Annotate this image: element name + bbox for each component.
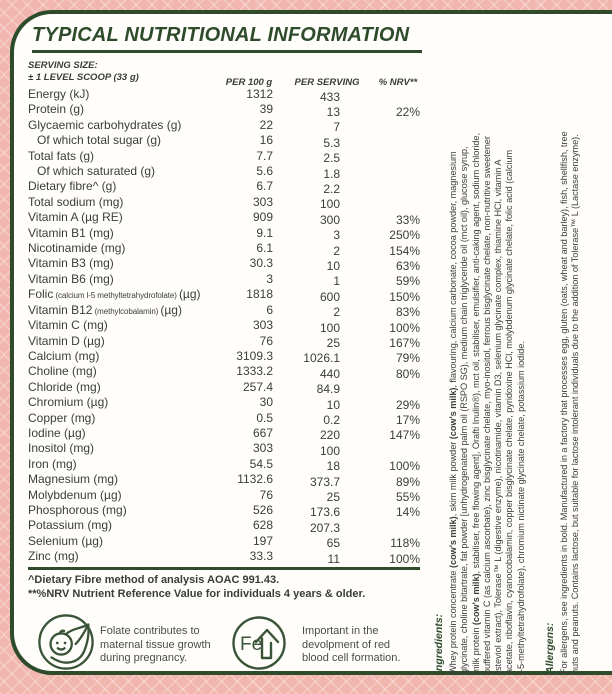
nutrient-label: Folic (calcium l-5 methyltetrahydrofolate) (µg) [28, 287, 201, 302]
column-header-per-serving: PER SERVING [294, 77, 360, 88]
value-per-100g: 9.1 [256, 225, 273, 240]
nutrient-label: Selenium (µg) [28, 533, 103, 548]
table-row [28, 87, 420, 102]
nutrient-label: Protein (g) [28, 102, 85, 117]
nutrient-label: Vitamin B3 (mg) [28, 256, 114, 271]
nutrient-label: Copper (mg) [28, 410, 96, 425]
nutrient-label: Iodine (µg) [28, 425, 86, 440]
nutrition-table [28, 87, 420, 565]
value-per-100g: 16 [259, 133, 273, 148]
value-per-100g: 1132.6 [237, 472, 273, 487]
value-per-serving: 300 [319, 212, 340, 227]
value-per-serving: 1026.1 [303, 351, 340, 366]
value-per-serving: 25 [326, 336, 340, 350]
iron-claim-line: devolpment of red [302, 638, 391, 651]
value-nrv [340, 382, 420, 397]
nutrient-label: Inositol (mg) [28, 441, 95, 456]
footnote-nrv: **%NRV Nutrient Reference Value for individuals 4 years & older. [28, 588, 366, 600]
ingredients-line: acetate, riboflavin, cyanocobalamin, copper bisglycinate chelate, pyridoxine HCl, molybdenum glycinate chelate, folic acid (calcium [504, 149, 515, 674]
nutrient-label: Energy (kJ) [28, 87, 90, 101]
value-nrv: 154% [389, 243, 420, 258]
folate-claim-text [100, 625, 211, 666]
nutrient-label: Vitamin B12 (methylcobalamin) (µg) [28, 302, 182, 317]
table-row [28, 364, 420, 379]
value-nrv: 80% [395, 366, 420, 381]
ingredients-line: l-5-methyltetrahydrofolate), chromium nictinate glycinate chelate, potassium iodide. [515, 341, 526, 674]
value-per-serving: 220 [319, 428, 340, 443]
table-row [28, 518, 420, 533]
value-per-100g: 1818 [246, 287, 273, 302]
nutrient-label: Total sodium (mg) [28, 194, 124, 209]
nutrient-label-detail: (methylcobalamin) [92, 306, 161, 316]
value-per-serving: 100 [319, 197, 340, 212]
value-per-serving: 10 [326, 258, 340, 273]
folate-claim-line: during pregnancy. [100, 652, 188, 664]
nutrient-label: Zinc (mg) [28, 549, 79, 564]
value-nrv: 167% [389, 336, 420, 350]
nutrient-label: Vitamin D (µg) [28, 333, 105, 348]
value-nrv: 14% [395, 505, 420, 520]
table-row [28, 210, 420, 225]
value-per-100g: 257.4 [242, 379, 273, 394]
allergens-text [559, 16, 582, 674]
fe-arrow-icon [231, 615, 287, 676]
value-nrv [340, 182, 420, 197]
table-row [28, 133, 420, 148]
folate-claim-line: Folate contributes to [100, 625, 200, 637]
nutrient-label: Chromium (µg) [28, 395, 109, 410]
table-row [28, 241, 420, 256]
nutrient-label: Of which saturated (g) [37, 164, 156, 179]
column-header-nrv: % NRV** [378, 77, 418, 88]
ingredients-line: milk protein (cow's milk), stabiliser, free flowing agent], Orafti Inulin®), mct oil, stabiliser, emulsifier, anti-caking agent, sodium chloride, [470, 133, 481, 674]
value-per-serving: 18 [326, 459, 340, 474]
value-per-serving: 0.2 [323, 413, 340, 428]
value-per-100g: 76 [259, 487, 273, 502]
value-per-100g: 303 [252, 318, 273, 333]
value-nrv [340, 120, 420, 135]
table-row [28, 472, 420, 487]
value-per-serving: 373.7 [309, 474, 340, 489]
table-row [28, 195, 420, 210]
value-per-100g: 628 [252, 518, 273, 533]
value-nrv [340, 521, 420, 536]
column-header-per100g: PER 100 g [225, 77, 273, 88]
table-row [28, 411, 420, 426]
ingredients-heading: Ingredients: [433, 613, 445, 674]
value-nrv: 150% [389, 289, 420, 304]
title-underline [32, 50, 422, 53]
value-nrv: 147% [389, 428, 420, 443]
value-per-serving: 11 [327, 551, 340, 566]
value-nrv: 22% [395, 104, 420, 119]
value-per-serving: 100 [319, 320, 340, 335]
nutrient-label: Chloride (mg) [28, 379, 101, 394]
iron-claim-text [302, 625, 400, 666]
value-per-serving: 10 [326, 397, 340, 412]
ingredients-line: (steviol extract), Tolerase™ L (digestive enzyme), nicotinamide, vitamin D3, selenium glycinate complex, thiamine HCl, vitamin A [493, 159, 504, 674]
table-row [28, 426, 420, 441]
svg-text:Fe: Fe [240, 634, 263, 655]
value-per-100g: 33.3 [249, 549, 273, 564]
table-row [28, 441, 420, 456]
value-nrv [340, 151, 420, 166]
value-per-serving: 5.3 [323, 135, 340, 150]
value-per-100g: 303 [252, 441, 273, 456]
page-title: TYPICAL NUTRITIONAL INFORMATION [32, 24, 410, 46]
value-nrv: 83% [395, 305, 420, 320]
value-per-100g: 667 [252, 425, 273, 440]
allergens-line: For allergens, see ingredients in bold. Manufactured in a factory that processes egg, gluten (oats, wheat and barley), fish, shellfish, tree [559, 131, 569, 674]
value-per-100g: 7.7 [256, 148, 273, 163]
value-per-100g: 0.5 [256, 410, 273, 425]
value-per-serving: 2.2 [323, 181, 340, 196]
nutrient-label: Dietary fibre^ (g) [28, 179, 117, 194]
iron-claim-line: Important in the [302, 625, 379, 637]
value-per-100g: 6.7 [256, 179, 273, 194]
serving-size-header [28, 60, 139, 83]
value-per-100g: 1333.2 [236, 364, 273, 379]
nutrient-label: Iron (mg) [28, 456, 77, 471]
nutrient-label: Choline (mg) [28, 364, 97, 379]
value-per-serving: 1 [333, 274, 340, 289]
nutrient-label: Glycaemic carbohydrates (g) [28, 117, 182, 132]
nutrient-label: Magnesium (mg) [28, 472, 119, 487]
value-nrv: 100% [389, 459, 420, 474]
value-nrv: 29% [395, 397, 420, 412]
table-row [28, 488, 420, 503]
table-row [28, 457, 420, 472]
value-per-100g: 909 [252, 210, 273, 225]
nutrient-label: Of which total sugar (g) [37, 133, 162, 148]
ingredients-line: glycinate, choline bitartrate, fat powder [unhydrogenated palm oil (RSPO SG), medium chain triglyceride oil (mct oil), glucose syrup, [459, 146, 470, 674]
value-nrv [340, 167, 420, 182]
value-per-serving: 173.6 [309, 505, 340, 520]
value-nrv [340, 136, 420, 151]
value-per-100g: 3 [266, 271, 273, 286]
value-nrv: 33% [395, 212, 420, 227]
serving-size-line2: ± 1 LEVEL SCOOP (33 g) [28, 71, 139, 83]
value-per-100g: 526 [252, 502, 273, 517]
table-row [28, 287, 420, 302]
value-nrv [340, 197, 420, 212]
nutrient-label: Vitamin B1 (mg) [28, 225, 114, 240]
value-nrv: 79% [395, 351, 420, 366]
value-per-serving: 440 [319, 366, 340, 381]
nutrient-label: Nicotinamide (mg) [28, 241, 126, 256]
table-bottom-rule [28, 567, 420, 570]
value-per-serving: 433 [319, 89, 340, 104]
ingredients-line: buffered vitamin C (as calcium ascorbate), zinc bisglycinate chelate, myo-inositol, ferrous bisglycinate chelate, non-nutritive sweetener [481, 136, 492, 674]
ingredients-text [448, 16, 527, 674]
value-per-serving: 2 [333, 305, 340, 320]
nutrient-label-detail: (calcium l-5 methyltetrahydrofolate) [53, 291, 179, 301]
table-row [28, 334, 420, 349]
value-per-100g: 22 [259, 117, 273, 132]
value-per-100g: 3109.3 [236, 348, 273, 363]
table-row [28, 102, 420, 117]
footnote-dietary-fibre: ^Dietary Fibre method of analysis AOAC 991.43. [28, 574, 280, 586]
value-per-serving: 25 [326, 490, 340, 505]
value-per-serving: 13 [326, 104, 340, 119]
value-per-100g: 197 [252, 533, 273, 548]
value-per-100g: 30.3 [249, 256, 273, 271]
value-nrv: 250% [389, 228, 420, 243]
table-row [28, 179, 420, 194]
value-nrv: 100% [389, 551, 420, 566]
value-per-serving: 2 [333, 243, 340, 258]
value-per-serving: 100 [319, 443, 340, 458]
value-nrv: 118% [390, 536, 420, 551]
allergens-line: nuts and peanuts. Contains lactose, but suitable for lactose intolerant individuals due to the addition of Tolerase™ L (Lactase enzyme). [570, 134, 581, 674]
table-row [28, 380, 420, 395]
allergens-panel [544, 16, 608, 674]
ingredients-panel [433, 16, 535, 674]
table-row [28, 272, 420, 287]
value-nrv [340, 90, 420, 105]
nutrient-label: Vitamin A (µg RE) [28, 210, 123, 225]
allergens-heading: Allergens: [544, 622, 556, 674]
value-nrv [340, 444, 420, 459]
nutrient-label: Vitamin B6 (mg) [28, 271, 114, 286]
value-per-100g: 6 [266, 302, 273, 317]
value-per-100g: 30 [259, 395, 273, 410]
value-per-100g: 303 [252, 194, 273, 209]
ingredients-line: Whey protein concentrate (cow's milk), skim milk powder (cow's milk), flavouring, calcium carbonate, cocoa powder, magnesium [448, 151, 458, 674]
value-per-100g: 6.1 [256, 241, 273, 256]
value-per-serving: 3 [333, 228, 340, 243]
value-per-serving: 2.5 [323, 151, 340, 166]
value-per-serving: 600 [319, 289, 340, 304]
value-nrv: 63% [395, 258, 420, 273]
nutrient-label: Phosphorous (mg) [28, 502, 127, 517]
value-per-100g: 1312 [246, 87, 273, 101]
value-nrv: 55% [395, 490, 420, 505]
value-per-100g: 76 [259, 333, 273, 348]
value-per-serving: 1.8 [323, 166, 340, 181]
table-row [28, 549, 420, 564]
baby-leaf-icon [37, 613, 95, 676]
nutrient-label: Potassium (mg) [28, 518, 113, 533]
iron-claim-line: blood cell formation. [302, 652, 401, 664]
value-nrv: 89% [395, 474, 420, 489]
value-per-serving: 84.9 [316, 382, 340, 397]
table-row [28, 534, 420, 549]
nutrient-label: Vitamin C (mg) [28, 318, 108, 333]
table-row [28, 256, 420, 271]
serving-size-line1: SERVING SIZE: [28, 60, 98, 71]
table-row [28, 318, 420, 333]
value-per-serving: 65 [326, 536, 340, 551]
value-per-100g: 5.6 [256, 164, 273, 179]
table-row [28, 226, 420, 241]
table-row [28, 349, 420, 364]
value-per-serving: 7 [333, 120, 340, 135]
value-per-100g: 39 [259, 102, 273, 117]
table-row [28, 395, 420, 410]
nutrient-label: Calcium (mg) [28, 348, 100, 363]
value-nrv: 59% [395, 274, 420, 289]
table-row [28, 149, 420, 164]
nutrient-label: Molybdenum (µg) [28, 487, 122, 502]
value-per-serving: 207.3 [309, 520, 340, 535]
value-nrv: 100% [389, 320, 420, 335]
nutrient-label: Total fats (g) [28, 148, 95, 163]
table-row [28, 503, 420, 518]
table-row [28, 164, 420, 179]
table-row [28, 303, 420, 318]
value-per-100g: 54.5 [249, 456, 273, 471]
value-nrv: 17% [395, 413, 420, 428]
folate-claim-line: maternal tissue growth [100, 638, 211, 651]
table-row [28, 118, 420, 133]
